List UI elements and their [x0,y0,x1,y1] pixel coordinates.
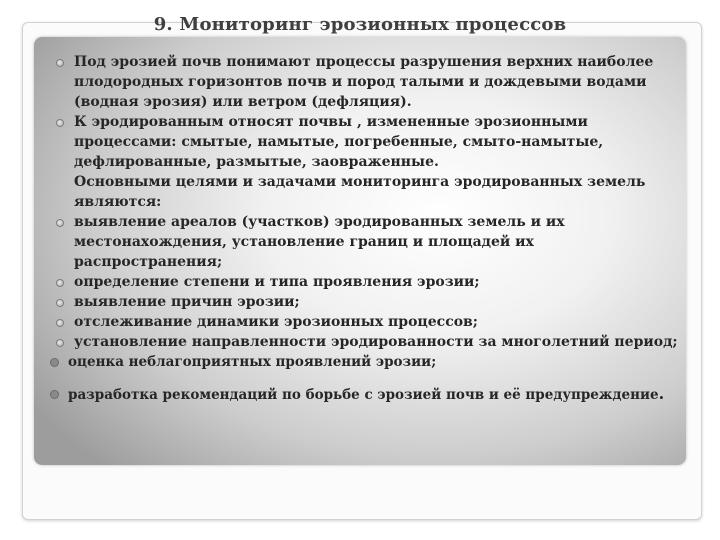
bullet-item [56,52,686,112]
bullet-item [56,312,686,332]
bullet-icon [50,358,59,367]
bullet-icon [56,119,64,127]
bullet-text: выявление причин эрозии; [74,294,300,310]
bullet-icon [50,390,59,399]
slide-body [56,52,686,405]
bullet-item [56,292,686,312]
bullet-icon [56,319,64,327]
bullet-item [56,212,686,272]
bullet-item [56,332,686,352]
bullet-icon [56,339,64,347]
bullet-item [56,272,686,292]
bullet-text: отслеживание динамики эрозионных процессов; [74,314,478,330]
bullet-icon [56,59,64,67]
bullet-text: К эродированным относят почвы , измененные эрозионными процессами: смытые, намытые, погребенные, смыто-намытые, дефлированные, размытые, заовраженные. [74,114,604,170]
bullet-text: разработка рекомендаций по борьбе с эрозией почв и её предупреждение [68,387,659,403]
bullet-text: определение степени и типа проявления эрозии; [74,274,480,290]
bullet-item [56,112,686,172]
bullet-text: оценка неблагоприятных проявлений эрозии; [68,354,437,370]
bullet-text: выявление ареалов (участков) эродированных земель и их местонахождения, установление границ и площадей их распространения; [74,214,565,270]
bullet-text: установление направленности эродированности за многолетний период; [74,334,678,350]
bullet-suffix: . [658,384,665,403]
slide-title: 9. Мониторинг эрозионных процессов [153,14,567,35]
bullet-item [56,352,686,372]
bullet-icon [56,299,64,307]
paragraph-text: Основными целями и задачами мониторинга эродированных земель являются: [74,174,646,210]
paragraph [56,172,686,212]
bullet-icon [56,279,64,287]
bullet-text: Под эрозией почв понимают процессы разрушения верхних наиболее плодородных горизонтов почв и пород талыми и дождевыми водами (водная эрозия) или ветром (дефляция). [74,54,654,110]
bullet-item [56,384,686,405]
bullet-icon [56,219,64,227]
